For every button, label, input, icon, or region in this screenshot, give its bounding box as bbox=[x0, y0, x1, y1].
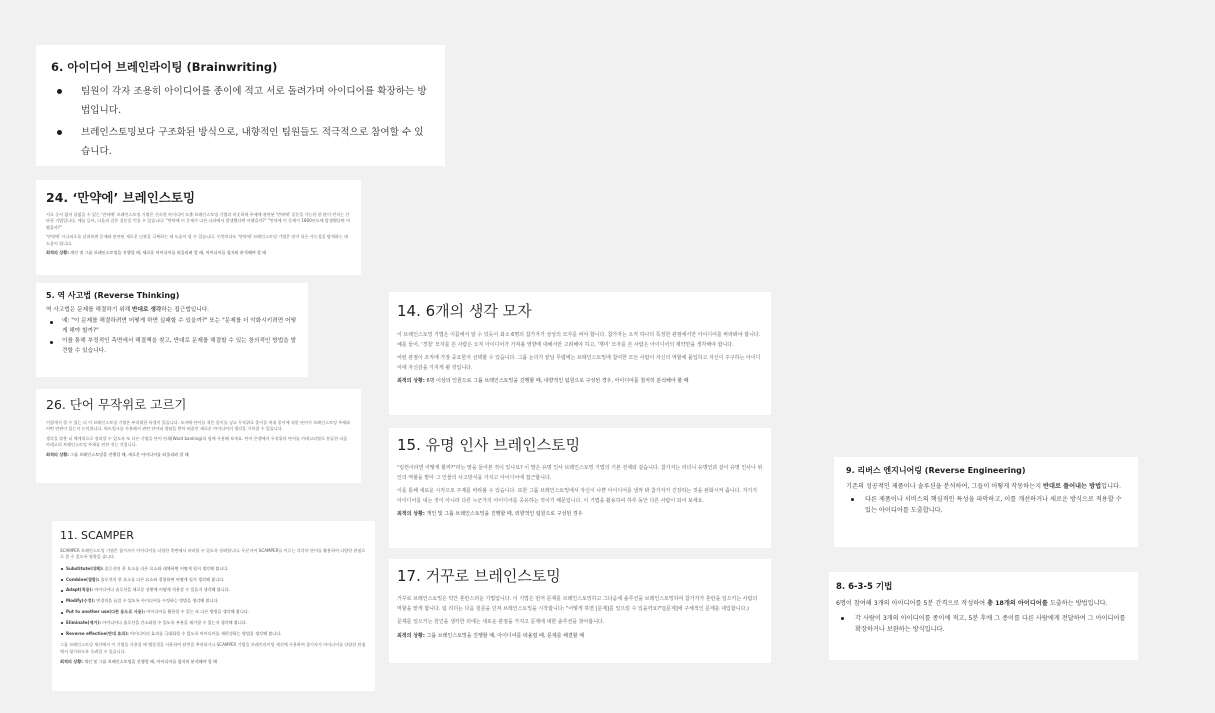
best-situation-text: 개인 및 그룹 브레인스토밍을 진행할 때, 아이디어를 철저히 분석해야 할 때 bbox=[82, 659, 218, 665]
item-text: 변경적을 늘일 수 있도록 아이디어를 수정하는 방법을 생각해 봅니다. bbox=[94, 598, 219, 604]
bullet-list bbox=[51, 82, 430, 161]
card-paragraph: 이 브레인스토밍 기법은 이름에서 알 수 있듯이 최소 6명의 참가자가 상상의 모자를 써야 합니다. 참가자는 오직 하나의 특정한 관점에서만 아이디어를 바라봐야 합니다. 예를 들어, '경청' 모자를 쓴 사람은 오직 아이디어가 가져올 영향에 대해서만 고려해야 하고, '재미' 모자를 쓴 사람은 아이디어의 제약만을 생각해야 합니다. bbox=[397, 332, 761, 348]
item-text: 아이디어를 활용할 수 있는 또 다른 방법을 생각해 봅니다. bbox=[145, 609, 250, 614]
list-item: 브레인스토밍보다 구조화된 방식으로, 내향적인 팀원들도 적극적으로 참여할 수 있습니다. bbox=[51, 123, 430, 161]
best-situation bbox=[60, 659, 366, 665]
best-situation-label: 최적의 상황: bbox=[397, 632, 425, 639]
list-item: 이를 통해 부정적인 측면에서 해결책을 찾고, 반대로 문제를 해결할 수 있는 창의적인 방법을 발견할 수 있습니다. bbox=[46, 337, 299, 356]
list-item bbox=[60, 607, 366, 618]
text-run: 6명이 참여해 3개의 아이디어를 5분 간격으로 작성하여 bbox=[836, 600, 988, 607]
card-title: 17. 거꾸로 브레인스토밍 bbox=[397, 567, 561, 585]
card-paragraph bbox=[46, 306, 299, 315]
card-paragraph: 생각을 맞춘 더 체계적으로 정리할 수 있도록 또 다른 기법을 단어 연쇄(Word banking)과 함께 사용해 보세요. 단어 은행에서 무작위의 단어를 카테고리별로 분류한 다음 카테고리 브레인스토밍 주제를 연관 짓는 것입니다. bbox=[46, 435, 348, 448]
item-label: Put to another use(다른 용도로 사용): bbox=[66, 609, 146, 614]
bullet-list bbox=[60, 564, 366, 640]
item-label: Reverse effective(반대 효과): bbox=[66, 630, 129, 636]
item-text: 아이디어나 솔루션을 간소화할 수 있도록 부분을 제거할 수 있는지 생각해 봅니다. bbox=[100, 619, 248, 625]
text-run-bold: 반대로 생각 bbox=[131, 307, 162, 313]
card-title: 11. SCAMPER bbox=[60, 529, 134, 542]
sticky-celebrity-brainstorming[interactable] bbox=[389, 428, 771, 548]
best-situation-text: 그룹 브레인스토밍을 진행할 때, 새로운 아이디어를 떠올리려 할 때 bbox=[68, 451, 189, 457]
best-situation-label: 최적의 상황: bbox=[397, 378, 425, 384]
item-label: Combine(결합): bbox=[66, 576, 100, 582]
bullet-list bbox=[46, 317, 299, 356]
item-text: 아이디어나 솔루션을 새로운 상황에 어떻게 적용할 수 있을지 생각해 봅니다. bbox=[93, 587, 230, 593]
text-run-bold: 반대로 풀어내는 방법 bbox=[1043, 483, 1102, 490]
sticky-six-thinking-hats[interactable] bbox=[389, 292, 771, 415]
card-paragraph: 이를 통해 새로운 시각으로 주제를 바라볼 수 있습니다. 또한 그룹 브레인스토밍에서 자신이 나쁜 아이디어를 낼까 봐 참가자가 긴장하는 것을 완화시켜 줍니다. 자기가 아이디어를 내는 것이 아니라 다른 누군가의 아이디어를 공유하는 것이기 때문입니다. 이 기법을 활용하여 하루 동안 다른 사람이 되어 보세요. bbox=[397, 488, 758, 504]
best-situation-text: 개인 및 그룹 브레인스토밍을 진행할 때, 외향적인 팀원으로 구성된 경우 bbox=[424, 511, 583, 517]
sticky-6-3-5-method[interactable] bbox=[829, 572, 1138, 660]
card-paragraph: 문제를 일으키는 원인을 생각한 뒤에는 새로운 관점을 가지고 문제에 대한 솔루션을 찾아봅니다. bbox=[397, 619, 605, 625]
best-situation-label: 최적의 상황: bbox=[46, 250, 69, 256]
sticky-reverse-brainstorming[interactable] bbox=[389, 559, 771, 663]
best-situation bbox=[397, 377, 763, 387]
bullet-list bbox=[846, 494, 1128, 516]
card-paragraph: 거꾸로 브레인스토밍은 약간 혼란스러운 기법입니다. 이 기법은 먼저 문제를 브레인스토밍하고 그다음에 솔루션을 브레인스토밍하여 참가자가 혼란을 일으키는 사람의 역할을 맡게 합니다. 팀 리더는 다음 질문을 던져 브레인스토밍을 시작합니다: "어떻게 하면 [문제]를 일으킬 수 있을까요?"([문제]에 구체적인 문제를 대입합니다.) bbox=[397, 596, 758, 612]
card-paragraph: 그룹 브레인스토밍 세션에서 이 기법을 사용할 때 템플릿을 사용하여 답변을 추적하거나 SCAMPER 기법을 브레인라이팅 세션에 사용하여 참가자가 아이디어를 다양한 관점에서 평가하도록 독려할 수 있습니다. bbox=[60, 642, 366, 654]
best-situation-label: 최적의 상황: bbox=[397, 511, 425, 517]
item-label: Modify(수정): bbox=[66, 598, 95, 604]
list-item: 다른 제품이나 서비스의 핵심적인 특성을 파악하고, 이를 개선하거나 새로운 방식으로 적용할 수 있는 아이디어를 도출합니다. bbox=[846, 494, 1128, 516]
card-paragraph: '만약에' 시나리오를 살펴보면 문제와 관련된 새로운 난관을 극복하는 데 도움이 될 수 있습니다. 무엇보다도 '만약에' 브레인스토밍 기법은 말이 되든 가능성을 탐색하는 데 도움이 됩니다. bbox=[46, 234, 349, 246]
text-run: 입니다. bbox=[1101, 483, 1122, 490]
text-run: 기존의 성공적인 제품이나 솔루션을 분석하여, 그들이 어떻게 작동하는지 bbox=[846, 483, 1044, 490]
card-title: 9. 리버스 엔지니어링 (Reverse Engineering) bbox=[846, 466, 1026, 475]
card-title: 8. 6-3-5 기법 bbox=[836, 582, 893, 592]
card-paragraph: SCAMPER 브레인스토밍 기법은 참가자가 아이디어를 다양한 측면에서 바라볼 수 있도록 장려합니다. 두문자어 SCAMPER를 이루는 각각의 단어를 활용하여 다양한 관점으로 볼 수 있도록 영향을 줍니다. bbox=[60, 548, 366, 560]
list-item: 팀원이 각자 조용히 아이디어를 종이에 적고 서로 돌려가며 아이디어를 확장하는 방법입니다. bbox=[51, 82, 430, 120]
sticky-brainwriting[interactable] bbox=[36, 45, 445, 166]
card-title: 14. 6개의 생각 모자 bbox=[397, 302, 532, 320]
card-paragraph: 어떤 관점이 조직에 가장 중요한지 선택할 수 있습니다. 그룹 논의가 끝날 무렵에는 브레인스토밍에 참여한 모든 사람이 자신의 역할에 몰입하고 자신이 주구하는 아이디어에 자신감을 가지게 될 것입니다. bbox=[397, 355, 761, 371]
list-item bbox=[60, 564, 366, 575]
sticky-reverse-thinking[interactable] bbox=[36, 283, 308, 377]
sticky-scamper[interactable] bbox=[52, 521, 375, 691]
card-title: 26. 단어 무작위로 고르기 bbox=[46, 397, 187, 412]
list-item: 예: "이 문제를 해결하려면 어떻게 하면 실패할 수 있을까?" 또는 "문제를 더 악화시키려면 어떻게 해야 할까?" bbox=[46, 317, 299, 336]
item-text: 솔루션의 한 요소를 다른 요소와 대체하면 어떻게 될지 생각해 봅니다. bbox=[103, 565, 229, 571]
sticky-random-word[interactable] bbox=[36, 389, 361, 483]
bullet-list bbox=[836, 613, 1128, 635]
card-paragraph bbox=[846, 481, 1128, 492]
best-situation-label: 최적의 상황: bbox=[46, 451, 69, 457]
list-item bbox=[60, 629, 366, 640]
best-situation bbox=[46, 250, 352, 256]
item-label: Substitute(대체): bbox=[66, 565, 104, 571]
card-title: 6. 아이디어 브레인라이팅 (Brainwriting) bbox=[51, 60, 278, 74]
card-title: 24. ‘만약에’ 브레인스토밍 bbox=[46, 190, 196, 205]
best-situation-label: 최적의 상황: bbox=[60, 659, 83, 665]
list-item bbox=[60, 596, 366, 607]
best-situation-text: 개인 및 그룹 브레인스토밍을 진행할 때, 새로운 아이디어를 떠올리려 할 때, 아이디어를 철저히 분석해야 할 때 bbox=[68, 250, 267, 256]
sticky-what-if-brainstorming[interactable] bbox=[36, 180, 361, 275]
text-run: 하는 접근법입니다. bbox=[161, 307, 209, 313]
card-title: 15. 유명 인사 브레인스토밍 bbox=[397, 436, 581, 454]
list-item bbox=[60, 618, 366, 629]
card-paragraph: 이렇게서 할 수 있는 더 이 브레인스토밍 기법은 부작위한 특성이 있습니다. 모자에 단어를 적은 종이를 넣고 무작위로 종이를 꺼내 종이에 적힌 단어가 브레인스토밍 주제와 어떤 연관이 있는지 논의합니다. 워드링크를 사용해서 관련 단어와 정답을 받아 떠올린 새로운 아이디어의 생각을 기록할 수 있습니다. bbox=[46, 420, 351, 432]
card-paragraph: "링컨이라면 어떻게 할까?"라는 말을 들어본 적이 있나요? 이 말은 유명 인사 브레인스토밍 기법의 기본 전제와 같습니다. 참가자는 러더니 유명인과 같이 유명 인사나 위인의 역할을 맡아 그 인물의 사고방식을 가지고 아이디어에 접근합니다. bbox=[397, 465, 763, 481]
item-text: 솔루션의 한 요소를 다른 요소와 결합하면 어떻게 될지 생각해 봅니다. bbox=[99, 576, 225, 582]
card-paragraph bbox=[836, 598, 1128, 609]
text-run: 도출하는 방법입니다. bbox=[1047, 600, 1108, 607]
best-situation-text: 그룹 브레인스토밍을 진행할 때, 아이디어를 떠올릴 때, 문제를 해결할 때 bbox=[424, 632, 585, 639]
best-situation bbox=[397, 632, 763, 642]
card-paragraph: 서로 중서 없이 끝없을 수 있는 '만약에' 브레인스토밍 기법은 신속한 아이디어 도출 브레인스토밍 기법과 비슷하게 주제에 관련된 '만약에' 질문을 가능한 한 많이 던지는 간단한 기법입니다. 예를 들어, 다음과 같은 질문을 던질 수 있습니다: "만약에 이 문제가 다른 나라에서 발생했다면 어땠을까?" "만약에 이 문제가 1800년도에 발생했다면 어땠을까?" bbox=[46, 212, 350, 230]
list-item: 각 사람이 3개의 아이디어를 종이에 적고, 5분 후에 그 종이를 다른 사람에게 전달하여 그 아이디어를 확장하거나 보완하는 방식입니다. bbox=[836, 613, 1128, 635]
best-situation bbox=[46, 452, 352, 458]
item-text: 아이디어의 효과를 극대화할 수 있도록 아이디어를 재편성하는 방법을 생각해 봅니다. bbox=[128, 630, 282, 636]
best-situation bbox=[397, 510, 763, 520]
list-item bbox=[60, 585, 366, 596]
best-situation-text: 6명 이상의 인원으로 그룹 브레인스토밍을 진행할 때, 내향적인 팀원으로 구성된 경우, 아이디어를 철저히 분석해야 할 때 bbox=[424, 378, 689, 384]
item-label: Adapt(적용): bbox=[66, 587, 94, 593]
list-item bbox=[60, 575, 366, 586]
text-run-bold: 총 18개의 아이디어를 bbox=[987, 600, 1048, 607]
sticky-reverse-engineering[interactable] bbox=[834, 457, 1138, 547]
card-title: 5. 역 사고법 (Reverse Thinking) bbox=[46, 291, 180, 300]
text-run: 역 사고법은 문제를 해결하기 위해 bbox=[46, 307, 132, 313]
item-label: Eliminate(제거): bbox=[66, 619, 101, 625]
